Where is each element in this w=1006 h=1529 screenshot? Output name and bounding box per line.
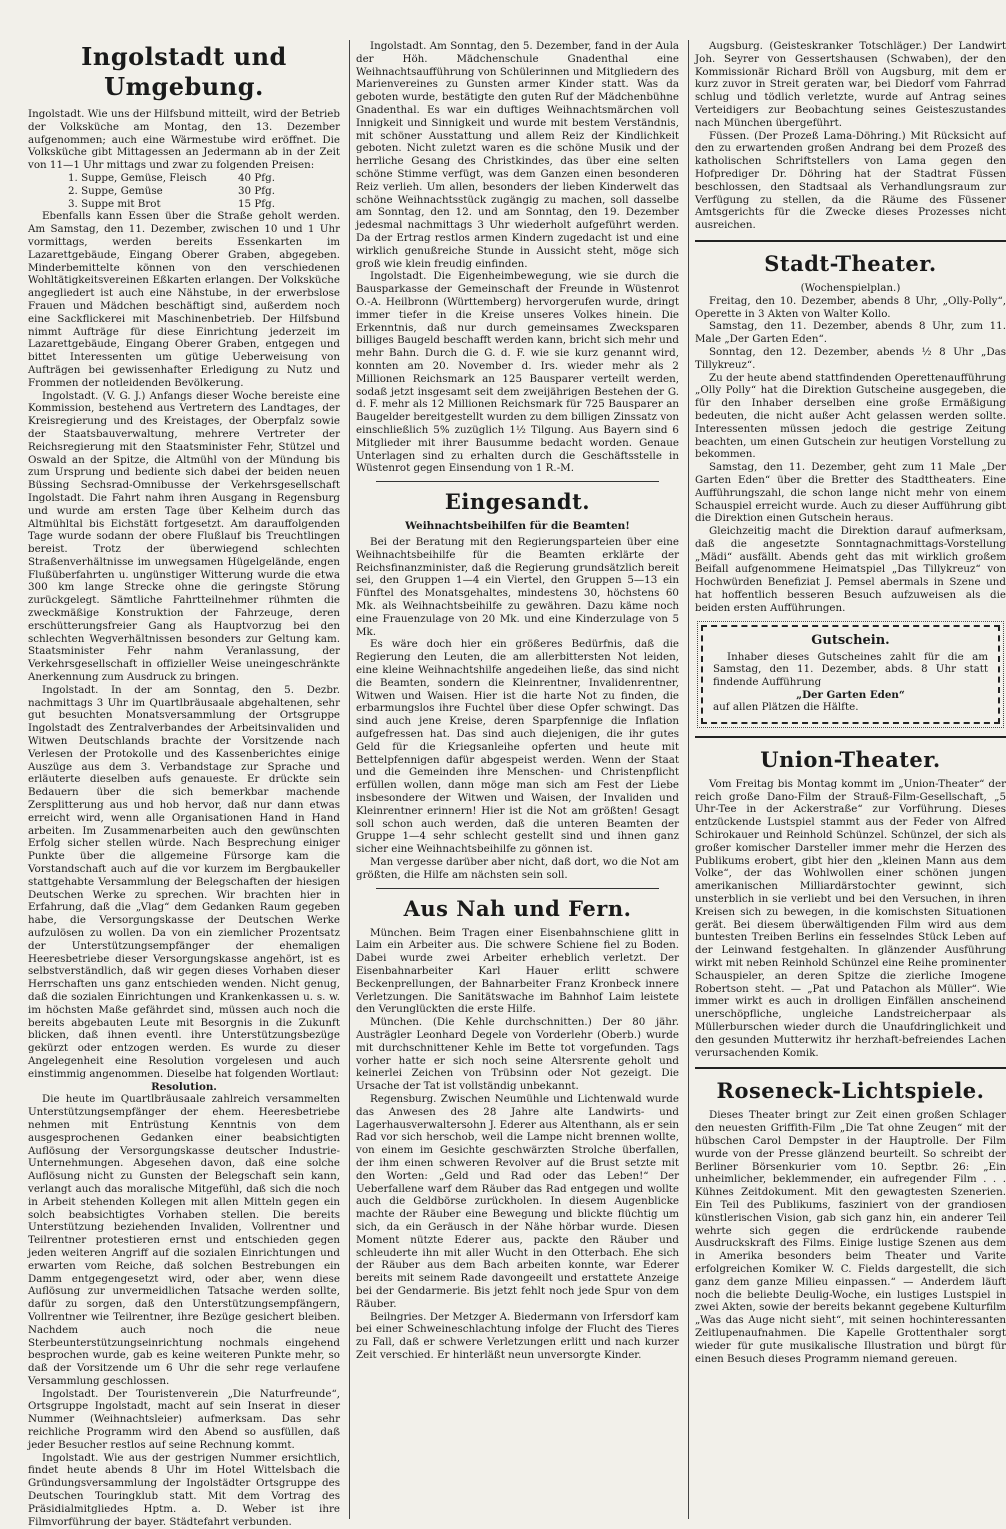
article-roseneck: Dieses Theater bringt zur Zeit einen großen Schlager den neuesten Griffith-Film „Die Tat ohne Zeugen“ mit der hübschen Carol Dempster in der Hauptrolle. Der Film wurde von der Presse glänzend beurteilt. So schreibt der Berliner Börsenkurier vom 10. Septbr. 26: „Ein unheimlicher, beklemmender, ein aufregender Film . . . Kühnes Zeitdokument. Mit den gewagtesten Szenerien. Ein Teil des Publikums, fasziniert von der grandiosen künstlerischen Vision, gab sich ganz hin, ein anderer Teil wehrte sich gegen die erdrückende raubende Ausdruckskraft des Films. Einige lustige Szenen aus dem in Amerika besonders beim Theater und Varite erfolgreichen Komiker W. C. Fields dargestellt, die sich ganz dem ganze Milieu einpassen.“ — Anderdem läuft noch die beliebte Deulig-Woche, ein lustiges Lustspiel in zwei Akten, sowie der bereits bekannt gegebene Kulturfilm „Was das Auge nicht sieht“, mit seinen hochinteressanten Zeitlupenaufnahmen. Die Kapelle Grottenthaler sorgt wieder für gute musikalische Illustration und bürgt für einen Besuch dieses Programm niemand gereuen. <box>695 1109 1006 1365</box>
voucher-play: „Der Garten Eden“ <box>796 689 905 702</box>
price-row: 1. Suppe, Gemüse, Fleisch 40 Pfg. <box>68 171 275 184</box>
column-2 <box>349 40 679 1519</box>
article-gnadenthal: Ingolstadt. Am Sonntag, den 5. Dezember, fand in der Aula der Höh. Mädchenschule Gnadenthal eine Weihnachtsaufführung von Schülerinnen und Mitgliedern des Marienvereines zu Gunsten armer Kinder statt. Was da geboten wurde, bestätigte den guten Ruf der Mädchenbühne Gnadenthal. Es war ein duftiges Weihnachtsmärchen voll Innigkeit und Sinnigkeit und wurde mit bestem Verständnis, mit schöner Ausstattung und allem Reiz der Kindlichkeit geboten. Nicht zuletzt waren es die schöne Musik und der herrliche Gesang des Christkindes, das über eine selten schöne Stimme verfügt, was dem Ganzen einen besonderen Reiz verlieh. Um allen, besonders der lieben Kinderwelt das schöne Weihnachtsstück zugängig zu machen, soll dasselbe am Sonntag, den 12. und am Sonntag, den 19. Dezember jedesmal nachmittags 3 Uhr wiederholt aufgeführt werden. Da der Ertrag restlos armen Kindern zugedacht ist und eine wirklich genußreiche Stunde in Aussicht steht, möge sich groß wie klein freudig einfinden. <box>356 40 679 270</box>
article-fuessen: Füssen. (Der Prozeß Lama-Döhring.) Mit Rücksicht auf den zu erwartenden großen Andrang bei dem Prozeß des katholischen Schriftstellers von Lama gegen den Hofprediger Dr. Döhring hat der Stadtrat Füssen beschlossen, den Stadtsaal als Verhandlungsraum zur Verfügung zu stellen, da die Räume des Füssener Amtsgerichts für die Zwecke dieses Prozesses nicht ausreichen. <box>695 129 1006 232</box>
divider <box>376 481 659 482</box>
voucher-title: Gutschein. <box>811 632 890 648</box>
section-title-union-theater: Union-Theater. <box>760 746 941 772</box>
article-garten-eden: Samstag, den 11. Dezember, geht zum 11 Male „Der Garten Eden“ über die Bretter des Stadttheaters. Eine Aufführungszahl, die schon lange nicht mehr von einem Schauspiel erreicht wurde. Auch zu dieser Aufführung gibt die Direktion einen Gutschein heraus. <box>695 461 1006 525</box>
divider <box>376 888 659 889</box>
article-beihilfe: Bei der Beratung mit den Regierungsparteien über eine Weihnachtsbeihilfe für die Beamten erklärte der Reichsfinanzminister, daß die Regierung grundsätzlich bereit sei, den Gruppen 1—4 ein Viertel, den Gruppen 5—13 ein Fünftel des Monatsgehaltes, mindestens 30, höchstens 60 Mk. als Weihnachtsbeihilfe zu gewähren. Dazu käme noch eine Frauenzulage von 20 Mk. und eine Kinderzulage von 5 Mk. <box>356 536 679 638</box>
section-title-stadt-theater: Stadt-Theater. <box>764 250 937 276</box>
article-altmuehl-kommission: Ingolstadt. (V. G. J.) Anfangs dieser Woche bereiste eine Kommission, bestehend aus Vertretern des Landtages, der Kreisregierung und des Kreistages, der Oberpfalz sowie der Staatsbauverwaltung, mehrere Vertreter der Reichsregierung mit den Staatsminister Fehr, Stützel und Oswald an der Spitze, die Altmühl von der Mündung bis zum Ursprung und bediente sich dabei der beiden neuen Büssing Sechsrad-Omnibusse der Verkehrsgesellschaft Ingolstadt. Die Fahrt nahm ihren Ausgang in Regensburg und wurde am ersten Tage über Kelheim durch das Altmühltal bis Eichstätt fortgesetzt. Am darauffolgenden Tage wurde sodann der obere Flußlauf bis Treuchtlingen bereist. Trotz der überwiegend schlechten Straßenverhältnisse im unwegsamen Hügelgelände, engen Flußüberfahrten u. ungünstiger Witterung wurde die etwa 300 km lange Strecke ohne die geringste Störung zurückgelegt. Sämtliche Fahrtteilnehmer rühmten die zweckmäßige Konstruktion der Fahrzeuge, deren erschütterungsfreier Gang als Hauptvorzug bei den schlechten Wegverhältnissen besonders zur Geltung kam. Staatsminister Fehr nahm Veranlassung, der Verkehrsgesellschaft in offizieller Weise uneingeschränkte Anerkennung zum Ausdruck zu bringen. <box>28 389 340 684</box>
article-union: Vom Freitag bis Montag kommt im „Union-Theater“ der reich große Dano-Film der Strauß-Film-Gesellschaft, „5 Uhr-Tee in der Ackerstraße“ zur Vorführung. Dieses entzückende Lustspiel stammt aus der Feder von Alfred Schirokauer und Reinhold Schünzel. Schünzel, der sich als großer komischer Darsteller immer mehr die Herzen des Publikums erobert, gibt hier den „kleinen Mann aus dem Volke“, der das Wohlwollen einer schönen jungen amerikanischen Milliardärstochter gewinnt, sich unsterblich in sie verliebt und bei den Versuchen, in ihren Kreisen sich zu bewegen, in die komischsten Situationen gerät. Bei diesem überwältigenden Film wird aus dem buntesten Treiben Berlins ein fesselndes Stück Leben auf der Leinwand festgehalten. In glänzender Ausführung wirkt mit neben Reinhold Schünzel eine Reihe prominenter Schauspieler, an deren Spitze die zierliche Imogene Robertson steht. — „Pat und Patachon als Müller“. Wie immer wirkt es auch in drolligen Einfällen anscheinend unerschöpfliche, ungleiche Landstreicherpaar als Müllerburschen wieder durch die Unaufdringlichkeit und den gesunden Mutterwitz ihr herzhaft-befreiendes Lachen verursachenden Komik. <box>695 777 1006 1059</box>
price-row: 2. Suppe, Gemüse 30 Pfg. <box>68 184 275 197</box>
divider <box>695 240 1006 242</box>
article-direktion: Gleichzeitig macht die Direktion darauf aufmerksam, daß die angesetzte Sonntagnachmittags-Vorstellung „Mädi“ ausfällt. Abends geht das mit wirklich großem Beifall aufgenommene Heimatspiel „Das Tillykreuz“ von Hochwürden Benefiziat J. Pemsel abermals in Szene und hat hoffentlich besseren Besuch aufzuweisen als die beiden ersten Aufführungen. <box>695 525 1006 614</box>
price-list <box>28 172 340 210</box>
divider <box>695 1067 1006 1069</box>
schedule-sonntag: Sonntag, den 12. Dezember, abends ½ 8 Uhr „Das Tillykreuz“. <box>695 345 1006 371</box>
article-gutscheine: Zu der heute abend stattfindenden Operettenaufführung „Olly Polly“ hat die Direktion Gutscheine ausgegeben, die für den Inhaber derselben eine große Ermäßigung bedeuten, die nicht außer Acht gelassen werden sollte. Interessenten müssen jedoch die gestrige Zeitung beachten, um einen Gutschein zur heutigen Vorstellung zu bekommen. <box>695 371 1006 461</box>
schedule-samstag: Samstag, den 11. Dezember, abends 8 Uhr, zum 11. Male „Der Garten Eden“. <box>695 320 1006 346</box>
article-eigenheim: Ingolstadt. Die Eigenheimbewegung, wie sie durch die Bausparkasse der Gemeinschaft der Freunde in Wüstenrot O.-A. Heilbronn (Württemberg) hervorgerufen wurde, dringt immer tiefer in die Kreise unseres Volkes hinein. Die Erkenntnis, daß nur durch gemeinsames Zwecksparen billiges Baugeld beschafft werden kann, bricht sich mehr und mehr Bahn. Durch die G. d. F. wie sie kurz genannt wird, konnten am 20. November d. Irs. wieder mehr als 2 Millionen Reichsmark an 125 Bausparer verteilt werden, sodaß jetzt insgesamt seit dem zweijährigen Bestehen der G. d. F. mehr als 12 Millionen Reichsmark für 725 Bausparer an Baugelder bereitgestellt wurden zu dem billigen Zinssatz von einschließlich 5% zuzüglich 1½ Tilgung. Aus Bayern sind 6 Mitglieder mit ihrer Bausumme bedacht worden. Genaue Unterlagen sind zu erhalten durch die Geschäftsstelle in Wüstenrot gegen Einsendung von 1 R.-M. <box>356 270 679 475</box>
article-beilngries: Beilngries. Der Metzger A. Biedermann von Irfersdorf kam bei einer Schweineschlachtung infolge der Flucht des Tieres zu Fall, daß er schwere Verletzungen erlitt und nach kurzer Zeit verschied. Er hinterläßt neun unversorgte Kinder. <box>356 1310 679 1361</box>
section-title-ingolstadt: Ingolstadt und Umgebung. <box>81 42 287 101</box>
article-arbeitsinvaliden: Ingolstadt. In der am Sonntag, den 5. Dezbr. nachmittags 3 Uhr im Quartlbräusaale abgehaltenen, sehr gut besuchten Monatsversammlung der Ortsgruppe Ingolstadt des Zentralverbandes der Arbeitsinvaliden und Witwen Deutschlands brachte der Vorsitzende nach Verlesen der Protokolle und des Kassenberichtes einige Auszüge aus dem 3. Verbandstage zur Sprache und erläuterte dieselben aufs genaueste. Er drückte sein Bedauern über die sich bemerkbar machende Zersplitterung aus und hob hervor, daß nur dann etwas erreicht wird, wenn alle Organisationen Hand in Hand arbeiten. Im Zusammenarbeiten auch den gewünschten Erfolg sicher stellen würde. Nach Besprechung einiger Punkte über die allgemeine Fürsorge kam die Vorstandschaft auch auf die vor kurzem im Bergbaukeller stattgehabte Versammlung der Belegschaften der hiesigen Deutschen Werke zu sprechen. Wir brachten hier in Erfahrung, daß die „Vlag“ dem Gedanken Raum gegeben habe, die Versorgungskasse der Deutschen Werke aufzulösen zu wollen. Da von ein ziemlicher Prozentsatz der Unterstützungsempfänger der ehemaligen Heeresbetriebe dieser Versorgungskasse angehört, ist es selbstverständlich, daß wir gegen dieses Vorhaben dieser Herrschaften uns ganz entschieden wenden. Nicht genug, daß die sozialen Einrichtungen und Krankenkassen u. s. w. im höchsten Maße gefährdet sind, müssen auch noch die bereits abgebauten Leute mit Besorgnis in die Zukunft blicken, daß ihnen eventl. ihre Unterstützungsbezüge gekürzt oder entzogen werden. Es wurde zu dieser Angelegenheit eine Resolution vorgelesen und auch einstimmig angenommen. Dieselbe hat folgenden Wortlaut: <box>28 683 340 1080</box>
voucher-end: auf allen Plätzen die Hälfte. <box>713 701 859 714</box>
section-title-nah-fern: Aus Nah und Fern. <box>403 895 632 921</box>
column-1 <box>28 40 340 1528</box>
subtitle-weihnachtsbeihilfen: Weihnachtsbeihilfen für die Beamten! <box>405 520 630 533</box>
article-beihilfe-kritik: Es wäre doch hier ein größeres Bedürfnis, daß die Regierung den Leuten, die am allerbittersten Not leiden, eine kleine Weihnachtshilfe angedeihen ließe, das sind nicht die Beamten, sondern die Kleinrentner, Invalidenrentner, Witwen und Waisen. Hier ist die harte Not zu finden, die erbarmungslos ihre Fuchtel über diese Opfer schwingt. Das sind auch jene Kreise, deren Sparpfennige die Inflation aufgefressen hat. Das sind auch diejenigen, die ihr gutes Geld für die Kriegsanleihe opferten und heute mit Bettelpfennigen dafür abgespeist werden. Wenn der Staat und die Gemeinden ihre Menschen- und Christenpflicht erfüllen wollen, dann möge man sich am Fest der Liebe insbesondere der Witwen und Waisen, der Invaliden und Kleinrentner erinnern! Hier ist die Not am größten! Gesagt soll schon auch werden, daß die unteren Beamten der Gruppe 1—4 sehr schlecht gestellt sind und ihnen ganz sicher eine Weihnachtsbeihilfe zu gönnen ist. <box>356 638 679 856</box>
article-volkskueche-cont: Ebenfalls kann Essen über die Straße geholt werden. Am Samstag, den 11. Dezember, zwischen 10 und 1 Uhr vormittags, werden bereits Essenkarten im Lazarettgebäude, Eingang Oberer Graben, abgegeben. Minderbemittelte können von den verschiedenen Wohltätigkeitsvereinen Eßkarten erlangen. Der Volksküche angegliedert ist auch eine Nähstube, in der erwerbslose Frauen und Mädchen beschäftigt sind, außerdem noch eine Sackflickerei mit Maschinenbetrieb. Der Hilfsbund nimmt Aufträge für diese Einrichtung jederzeit im Lazarettgebäude, Eingang Oberer Graben, entgegen und bittet Interessenten um gütige Ueberweisung von Aufträgen bei gewissenhafter Erledigung zu Nutz und Frommen der notleidenden Bevölkerung. <box>28 210 340 389</box>
schedule-freitag: Freitag, den 10. Dezember, abends 8 Uhr, „Olly-Polly“, Operette in 3 Akten von Walter Kollo. <box>695 294 1006 320</box>
resolution-title: Resolution. <box>151 1080 217 1093</box>
voucher-text: Inhaber dieses Gutscheines zahlt für die am Samstag, den 11. Dezember, abds. 8 Uhr statt findende Aufführung <box>713 650 988 689</box>
article-volkskueche: Ingolstadt. Wie uns der Hilfsbund mitteilt, wird der Betrieb der Volksküche am Montag, den 13. Dezember aufgenommen; auch eine Wärmestube wird eröffnet. Die Volksküche gibt Mittagessen an Jedermann ab in der Zeit von 11—1 Uhr mittags und zwar zu folgenden Preisen: <box>28 108 340 172</box>
article-muenchen-schiene: München. Beim Tragen einer Eisenbahnschiene glitt in Laim ein Arbeiter aus. Die schwere Schiene fiel zu Boden. Dabei wurde zwei Arbeiter erheblich verletzt. Der Eisenbahnarbeiter Karl Hauer erlitt schwere Beckenprellungen, der Bahnarbeiter Franz Kronbeck innere Verletzungen. Die Sanitätswache im Bahnhof Laim leistete den Verunglückten die erste Hilfe. <box>356 926 679 1016</box>
article-muenchen-kehle: München. (Die Kehle durchschnitten.) Der 80 jähr. Austrägler Leonhard Degele von Vorderlehr (Oberb.) wurde mit durchschnittener Kehle im Bette tot vorgefunden. Tags vorher hatte er sich noch seine Altersrente geholt und keinerlei Zeichen von Trübsinn oder Not gezeigt. Die Ursache der Tat ist vollständig unbekannt. <box>356 1016 679 1093</box>
article-resolution: Die heute im Quartlbräusaale zahlreich versammelten Unterstützungsempfänger der ehem. Heeresbetriebe nehmen mit Entrüstung Kenntnis von dem ausgesprochenen Gedanken einer beabsichtigten Auflösung der Versorgungskasse deutscher Industrie-Unternehmungen. Abgesehen davon, daß eine solche Auflösung nicht zu Gunsten der Belegschaft sein kann, verlangt auch das moralische Mitgefühl, daß sich die noch in Arbeit stehenden Kollegen mit allen Mitteln gegen ein solch beabsichtigtes Vorhaben stellen. Die bereits Unterstützung beziehenden Invaliden, Vollrentner und Teilrentner protestieren ernst und entschieden gegen jeden weiteren Angriff auf die sozialen Einrichtungen und erwarten vom Reiche, daß solchen Bestrebungen ein Damm entgegengesetzt wird, oder aber, wenn diese Auflösung zur unvermeidlichen Tatsache werden sollte, dafür zu sorgen, daß den Unterstützungsempfängern, Vollrentner wie Teilrentner, ihre Bezüge gesichert bleiben. Nachdem auch noch die neue Sterbeunterstützungseinrichtung nochmals eingehend besprochen wurde, gab es keine weiteren Punkte mehr, so daß der Vorsitzende um 6 Uhr die sehr rege verlaufene Versammlung geschlossen. <box>28 1093 340 1387</box>
column-3 <box>688 40 1006 1519</box>
article-naturfreunde: Ingolstadt. Der Touristenverein „Die Naturfreunde“, Ortsgruppe Ingolstadt, macht auf sein Inserat in dieser Nummer (Weihnachtsleier) aufmerksam. Das sehr reichliche Programm wird den Abend so ausfüllen, daß jeder Besucher restlos auf seine Rechnung kommt. <box>28 1387 340 1451</box>
divider <box>695 736 1006 738</box>
section-title-eingesandt: Eingesandt. <box>444 489 591 515</box>
article-touringklub: Ingolstadt. Wie aus der gestrigen Nummer ersichtlich, findet heute abends 8 Uhr im Hotel Wittelsbach die Gründungsversammlung der Ingolstädter Ortsgruppe des Deutschen Touringklub statt. Mit dem Vortrag des Präsidialmitgliedes Hptm. a. D. Weber ist ihre Filmvorführung der bayer. Städtefahrt verbunden. <box>28 1451 340 1528</box>
price-row: 3. Suppe mit Brot 15 Pfg. <box>68 197 275 210</box>
article-beihilfe-schluss: Man vergesse darüber aber nicht, daß dort, wo die Not am größten, die Hilfe am nächsten sein soll. <box>356 856 679 881</box>
subtitle-wochenspielplan: (Wochenspielplan.) <box>800 281 901 294</box>
voucher-box <box>701 625 1000 724</box>
article-augsburg: Augsburg. (Geisteskranker Totschläger.) Der Landwirt Joh. Seyrer von Gessertshausen (Schwaben), der den Kommissionär Richard Bröll von Augsburg, mit dem er kurz zuvor in Streit geraten war, bei Diedorf vom Fahrrad schlug und tödlich verletzte, wurde auf Antrag seines Verteidigers zur Beobachtung seines Geisteszustandes nach München übergeführt. <box>695 40 1006 129</box>
section-title-roseneck: Roseneck-Lichtspiele. <box>716 1078 985 1104</box>
article-regensburg: Regensburg. Zwischen Neumühle und Lichtenwald wurde das Anwesen des 28 Jahre alte Landwirts- und Lagerhausverwaltersohn J. Ederer aus Altenthann, als er sein Rad vor sich herschob, weil die Lampe nicht brennen wollte, von einem im Gesichte geschwärzten Strolche überfallen, der ihm einen schweren Revolver auf die Brust setzte mit den Worten: „Geld und Rad oder das Leben!“ Der Ueberfallene warf dem Räuber das Rad entgegen und wollte auch die Geldbörse zurückholen. In diesem Augenblicke machte der Räuber eine Bewegung und blickte flüchtig um sich, da ein Geräusch in der Nähe hörbar wurde. Diesen Moment nützte Ederer aus, packte den Räuber und schleuderte ihn mit aller Wucht in den Otterbach. Ehe sich der Räuber aus dem Bach arbeiten konnte, war Ederer bereits mit seinem Rade davongeeilt und erstattete Anzeige bei der Gendarmerie. Bis jetzt fehlt noch jede Spur von dem Räuber. <box>356 1092 679 1310</box>
